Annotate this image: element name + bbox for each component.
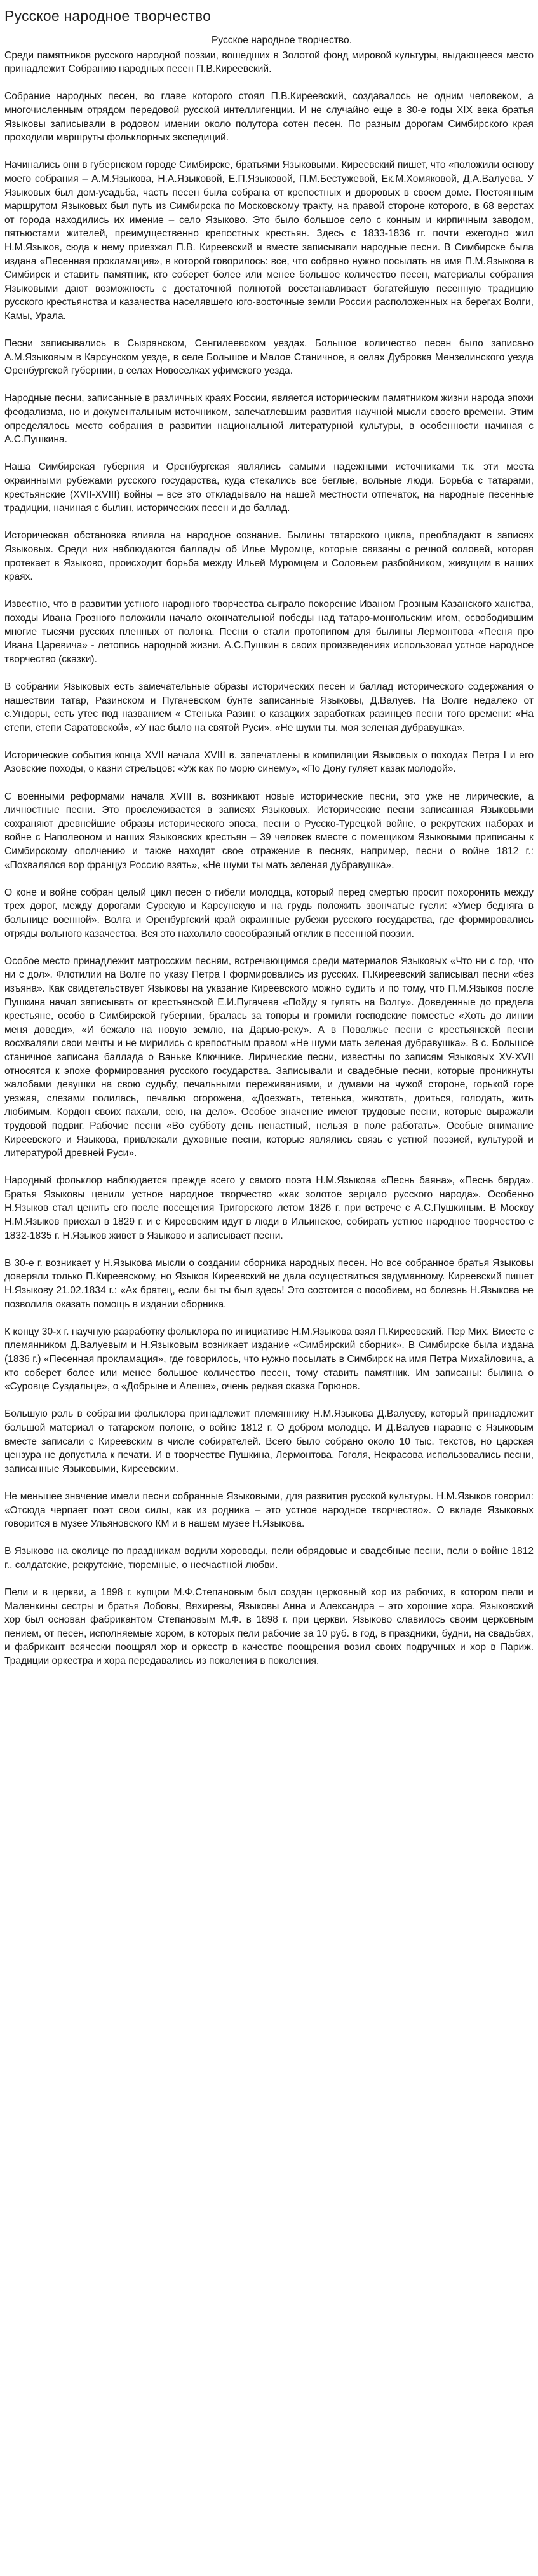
paragraph: В 30-е г. возникает у Н.Языкова мысли о создании сборника народных песен. Но все собранное братья Языковы доверяли только П.Киреевскому, но Языков Киреевский не дала осуществиться задуманному. Киреевский пишет Н.Языкову 21.02.1834 г.: «Ах братец, если бы ты был здесь! Это состоится с пособием, но болезнь Н.Языкова не позволила оказать помощь в издании сборника. <box>4 1257 534 1310</box>
page-title: Русское народное творчество <box>4 8 212 24</box>
article-subtitle: Русское народное творчество. <box>211 35 353 46</box>
paragraph: Исторические события конца XVII начала XVIII в. запечатлены в компиляции Языковых о походах Петра I и его Азовские походы, о казни стрельцов: «Уж как по морю синему», «По Дону гуляет казак молодой». <box>4 749 534 775</box>
paragraph: Народные песни, записанные в различных краях России, является историческим памятником жизни народа эпохи феодализма, но и документальным источником, запечатлевшим развития научной мысли своего времени. Этим определялось место собрания в развитии национальной литературной культуры, в особенности начиная с А.С.Пушкина. <box>4 393 534 446</box>
paragraph: Собрание народных песен, во главе которого стоял П.В.Киреевский, создавалось не одним человеком, а многочисленным отрядом передовой русской интеллигенции. И не случайно еще в 30-е годы XIX века братья Языковы записывали в родовом имении около полутора сотен песен. По разным дорогам Симбирского края проходили маршруты фольклорных экспедиций. <box>4 91 534 144</box>
paragraph: Песни записывались в Сызранском, Сенгилеевском уездах. Большое количество песен было записано А.М.Языковым в Карсунском уезде, в селе Большое и Малое Станичное, в селах Дубровка Мензелинского уезда Оренбургской губернии, в селах Новоселках уфимского уезда. <box>4 338 534 377</box>
paragraph: Известно, что в развитии устного народного творчества сыграло покорение Иваном Грозным Казанского ханства, походы Ивана Грозного положили начало окончательной победы над татаро-монгольским игом, освободившим многие тысячи русских пленных от полона. Песни о стали протопипом для былины Лермонтова «Песня про Ивана Царевича» - летопись народной жизни. А.С.Пушкин в своих произведениях использовал устное народное творчество (сказки). <box>4 599 534 665</box>
paragraph: К концу 30-х г. научную разработку фольклора по инициативе Н.М.Языкова взял П.Киреевский. Пер Мих. Вместе с племянником Д.Валуевым и Н.Языковым возникает издание «Симбирский сборник». В Симбирске была издана (1836 г.) «Песенная прокламация», где говорилось, что нужно посылать в Симбирск на имя Петра Михайловича, а кто соберет более или менее большое количество песен, тому ставить памятник. Им записаны: былина о «Суровце Суздальце», о «Добрыне и Алеше», очень редкая сказка Горюнов. <box>4 1326 534 1393</box>
paragraph: С военными реформами начала XVIII в. возникают новые исторические песни, это уже не лирические, а личностные песни. Это прослеживается в записях Языковых. Исторические песни записанная Языковыми сохраняют древнейшие образы исторического эпоса, песни о Русско-Турецкой войне, о рекрутских наборах и войне с Наполеоном и наших Языковских крестьян – 39 человек вместе с помещиком Языковыми приписаны к Симбирскому ополчению и также находят свое отражение в песнях, например, песни о войне 1812 г.: «Похвалялся вор француз Россию взять», «Не шуми ты мать зеленая дубравушка». <box>4 791 534 871</box>
article-body <box>4 49 534 1668</box>
paragraph: Не меньшее значение имели песни собранные Языковыми, для развития русской культуры. Н.М.Языков говорил: «Отсюда черпает поэт свои силы, как из родника – это устное народное творчество». О вкладе Языковых говорится в музее Ульяновского КМ и в нашем музее Н.Языкова. <box>4 1490 534 1530</box>
paragraph: В Языково на околице по праздникам водили хороводы, пели обрядовые и свадебные песни, пели о войне 1812 г., солдатские, рекрутские, тюремные, о несчастной любви. <box>4 1546 534 1571</box>
paragraph: Особое место принадлежит матросским песням, встречающимся среди материалов Языковых «Что ни с гор, что ни с дол». Флотилии на Волге по указу Петра I формировались из русских. П.Киреевский записывал песни «без изъяна». Как свидетельствует Языковы на указание Киреевского можно судить и по тому, что П.М.Языков после Пушкина начал записывать от крестьянской Е.И.Пугачева «Пойду я гулять на Волгу». Доведенные до предела крестьяне, особо в Симбирской губернии, бралась за топоры и громили господские поместье «Хоть до линии меня доведи», «И бежало на новую землю, на Дарью-реку». А в Поволжье песни с крестьянской песни восхваляли свои мечты и не мирились с крепостным правом «Не шуми мать зеленая дубравушка». В с. Большое станичное записана баллада о Ваньке Ключнике. Лирические песни, известны по записям Языковых XV-XVII относятся к эпохе формирования русского государства. Записывали и свадебные песни, которые проникнуты жалобами девушки на свою судьбу, печальными переживаниями, и думами на чужой стороне, горькой горе уезжая, слезами полилась, печалью огорожена, «Доезжать, тетенька, животать, доиться, голодать, жить любимым. Кордон своих пахали, сею, на дело». Особое значение имеют трудовые песни, которые выражали трудовой подвиг. Рабочие песни «Во субботу день ненастный, нельзя в поле работать». Особые внимание Киреевского и Языкова, привлекали духовные песни, которые являлись связь с устной поэзией, культурой и литературой древней Руси». <box>4 955 534 1159</box>
paragraph: О коне и войне собран целый цикл песен о гибели молодца, который перед смертью просит похоронить между трех дорог, между дорогами Сурскую и Карсунскую и на грудь положить звончатые гусли: «Умер бедняга в больнице военной». Волга и Оренбургский край окраинные рубежи русского государства, где формировались отряды вольного казачества. Вся это нахолило своеобразный отклик в песенной поэзии. <box>4 887 534 939</box>
paragraph: Народный фольклор наблюдается прежде всего у самого поэта Н.М.Языкова «Песнь баяна», «Песнь барда». Братья Языковы ценили устное народное творчество «как золотое зерцало русского народа». Особенно Н.Языков стал ценить его после посещения Тригорского летом 1826 г. при встрече с А.С.Пушкиным. В Москву Н.М.Языков приехал в 1829 г. и с Киреевским идут в люди в Ильинское, собирать устное народное творчество с 1832-1835 г. Н.Языков живет в Языково и записывает песни. <box>4 1175 534 1241</box>
paragraph: Большую роль в собрании фольклора принадлежит племяннику Н.М.Языкова Д.Валуеву, который принадлежит большой материал о татарском полоне, о войне 1812 г. О добром молодце. И Д.Валуев наравне с Языковым вместе записали с Киреевским в числе собирателей. Всего было собрано около 10 тыс. текстов, но царская цензура не допустила к печати. И в творчестве Пушкина, Лермонтова, Гоголя, Некрасова использовались песни, записанные Языковыми, Киреевским. <box>4 1408 534 1475</box>
paragraph: Пели и в церкви, а 1898 г. купцом М.Ф.Степановым был создан церковный хор из рабочих, в котором пели и Маленкины сестры и братья Лобовы, Вяхиревы, Языковы Анна и Александра – это хорошие хора. Языковский хор был основан фабрикантом Степановым М.Ф. в 1898 г. при церкви. Языково славилось своим церковным пением, от песен, исполняемые хором, в которых пели рабочие за 10 руб. в год, в праздники, будни, на свадьбах, и фабрикант всячески поощрял хор и оркестр в качестве поощрения возил своих подручных и хор в Париж. Традиции оркестра и хора передавались из поколения в поколения. <box>4 1587 534 1667</box>
paragraph: В собрании Языковых есть замечательные образы исторических песен и баллад исторического содержания о нашествии татар, Разинском и Пугачевском бунте записанные Языковы, Д.Валуев. На Волге недалеко от с.Ундоры, есть утес под названием « Стенька Разин; о казацких заработках разинцев песни того времени: «На степи, степи Саратовской», «У нас было на святой Руси», «Не шуми ты, моя зеленая дубравушка». <box>4 681 534 733</box>
paragraph: Историческая обстановка влияла на народное сознание. Былины татарского цикла, преобладают в записях Языковых. Среди них наблюдаются баллады об Илье Муромце, которые связаны с речной соловей, которая протекает в Языково, происходит борьба между Ильей Муромцем и Соловьем разбойником, живущим в наших краях. <box>4 530 534 583</box>
paragraph: Начинались они в губернском городе Симбирске, братьями Языковыми. Киреевский пишет, что «положили основу моего собрания – А.М.Языкова, Н.А.Языковой, Е.П.Языковой, П.М.Бестужевой, Ек.М.Хомяковой, Д.А.Валуева. У Языковых был дом-усадьба, часть песен была собрана от крепостных и дворовых в своем доме. Постоянным маршрутом Языковых был путь из Симбирска по Московскому тракту, на правой стороне которого, в 68 верстах от города находились их имение – село Языково. Это было большое село с конным и кирпичным заводом, пятьюстами жителей, преимущественно крепостных крестьян. Здесь с 1833-1836 гг. почти ежегодно жил Н.М.Языков, сюда к нему приезжал П.В. Киреевский и вместе записывали народные песни. В Симбирске была издана «Песенная прокламация», в которой говорилось: все, что собрано нужно посылать на имя П.М.Языкова в Симбирск и ставить памятник, кто соберет более или менее большое количество песен, материалы собрания Языковыми дают возможность с достаточной полнотой восстанавливает богатейшую песенную традицию русского крестьянства и казачества населявшего юго-восточные земли России расположенных на берегах Волги, Камы, Урала. <box>4 160 534 322</box>
paragraph: Среди памятников русского народной поэзии, вошедших в Золотой фонд мировой культуры, выдающееся место принадлежит Собранию народных песен П.В.Киреевский. <box>4 50 534 75</box>
paragraph: Наша Симбирская губерния и Оренбургская являлись самыми надежными источниками т.к. эти места окраинными рубежами русского государства, куда стекались все беглые, вольные люди. Борьба с татарами, крестьянские (XVII-XVIII) войны – все это откладывало на нашей местности отпечаток, на народные песенные традиции, начиная с былин, исторических песен и до баллад. <box>4 461 534 514</box>
